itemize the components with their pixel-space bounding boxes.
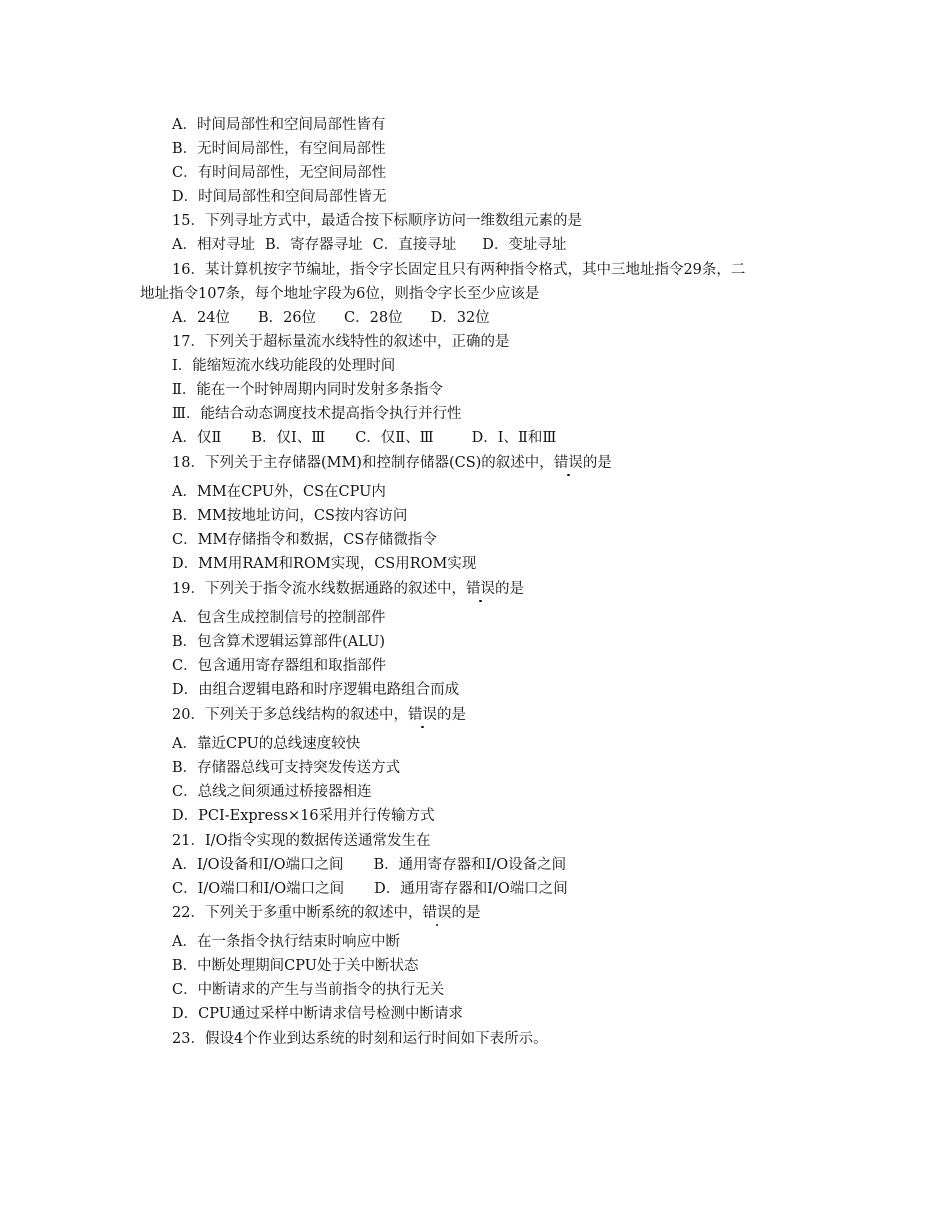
q20-option-b: B．存储器总线可支持突发传送方式 [172, 760, 401, 776]
q18-stem [172, 453, 612, 473]
q20-option-a: A．靠近CPU的总线速度较快 [172, 736, 361, 752]
q20-stem-text: 20．下列关于多总线结构的叙述中， [172, 707, 408, 723]
q17-stem: 17．下列关于超标量流水线特性的叙述中，正确的是 [172, 334, 510, 350]
q18-option-d: D．MM用RAM和ROM实现，CS用ROM实现 [172, 556, 477, 572]
q21-option-a: A．I/O设备和I/O端口之间 [172, 857, 344, 873]
q17-options [172, 428, 556, 448]
q18-option-b: B．MM按地址访问，CS按内容访问 [172, 508, 408, 524]
q22-option-b: B．中断处理期间CPU处于关中断状态 [172, 958, 419, 974]
q17-option-d: D．Ⅰ、Ⅱ和Ⅲ [471, 430, 557, 446]
q19-stem-end: 的是 [494, 581, 524, 597]
q20-emphasis: 错误 [407, 707, 437, 723]
q20-option-c: C．总线之间须通过桥接器相连 [172, 784, 372, 800]
q19-stem-text: 19．下列关于指令流水线数据通路的叙述中， [172, 581, 466, 597]
q15-option-b: B．寄存器寻址 [264, 237, 363, 253]
q16-option-d: D．32位 [430, 310, 490, 326]
q17-statement-2: Ⅱ．能在一个时钟周期内同时发射多条指令 [172, 382, 443, 398]
q22-stem-text: 22．下列关于多重中断系统的叙述中， [172, 905, 423, 921]
q16-stem-continued: 地址指令107条，每个地址字段为6位，则指令字长至少应该是 [140, 286, 540, 302]
q15-option-a: A．相对寻址 [172, 237, 255, 253]
q15-options [172, 235, 566, 255]
q15-option-c: C．直接寻址 [372, 237, 457, 253]
q14-option-a: A．时间局部性和空间局部性皆有 [172, 117, 386, 133]
q21-stem: 21．I/O指令实现的数据传送通常发生在 [172, 833, 431, 849]
q18-option-a: A．MM在CPU外，CS在CPU内 [172, 484, 386, 500]
q19-stem [172, 579, 524, 599]
q15-stem: 15．下列寻址方式中，最适合按下标顺序访问一维数组元素的是 [172, 213, 582, 229]
q16-options [172, 308, 490, 328]
q17-statement-1: Ⅰ．能缩短流水线功能段的处理时间 [172, 358, 396, 374]
q18-stem-text: 18．下列关于主存储器(MM)和控制存储器(CS)的叙述中， [172, 455, 554, 471]
q21-options-row2 [172, 879, 568, 899]
q15-option-d: D．变址寻址 [482, 237, 567, 253]
q21-options-row1 [172, 855, 566, 875]
q22-option-c: C．中断请求的产生与当前指令的执行无关 [172, 982, 445, 998]
q22-option-d: D．CPU通过采样中断请求信号检测中断请求 [172, 1006, 463, 1022]
q19-emphasis: 错误 [465, 581, 495, 597]
q22-stem-end: 的是 [451, 905, 481, 921]
q19-option-a: A．包含生成控制信号的控制部件 [172, 610, 386, 626]
q17-statement-3: Ⅲ．能结合动态调度技术提高指令执行并行性 [172, 406, 462, 422]
q18-stem-end: 的是 [582, 455, 612, 471]
q18-emphasis: 错误 [553, 455, 583, 471]
q22-option-a: A．在一条指令执行结束时响应中断 [172, 934, 400, 950]
q23-stem: 23．假设4个作业到达系统的时刻和运行时间如下表所示。 [172, 1031, 548, 1047]
q17-option-c: C．仅Ⅱ、Ⅲ [355, 430, 434, 446]
q21-option-d: D．通用寄存器和I/O端口之间 [374, 881, 568, 897]
q22-emphasis: 错误 [422, 905, 452, 921]
q17-option-a: A．仅Ⅱ [172, 430, 222, 446]
q19-option-b: B．包含算术逻辑运算部件(ALU) [172, 634, 385, 650]
q20-stem [172, 705, 466, 725]
q20-stem-end: 的是 [436, 707, 466, 723]
q14-option-b: B．无时间局部性，有空间局部性 [172, 141, 386, 157]
q17-option-b: B．仅Ⅰ、Ⅲ [251, 430, 326, 446]
q22-stem [172, 903, 480, 923]
q14-option-d: D．时间局部性和空间局部性皆无 [172, 189, 387, 205]
q16-option-a: A．24位 [172, 310, 230, 326]
q21-option-c: C．I/O端口和I/O端口之间 [172, 881, 345, 897]
q20-option-d: D．PCⅠ-Express×16采用并行传输方式 [172, 808, 435, 824]
q16-option-c: C．28位 [344, 310, 403, 326]
q21-option-b: B．通用寄存器和I/O设备之间 [373, 857, 567, 873]
q19-option-d: D．由组合逻辑电路和时序逻辑电路组合而成 [172, 682, 460, 698]
q19-option-c: C．包含通用寄存器组和取指部件 [172, 658, 387, 674]
q18-option-c: C．MM存储指令和数据，CS存储微指令 [172, 532, 437, 548]
q16-stem: 16．某计算机按字节编址，指令字长固定且只有两种指令格式，其中三地址指令29条，二 [172, 262, 746, 278]
q14-option-c: C．有时间局部性，无空间局部性 [172, 165, 387, 181]
q16-option-b: B．26位 [257, 310, 317, 326]
